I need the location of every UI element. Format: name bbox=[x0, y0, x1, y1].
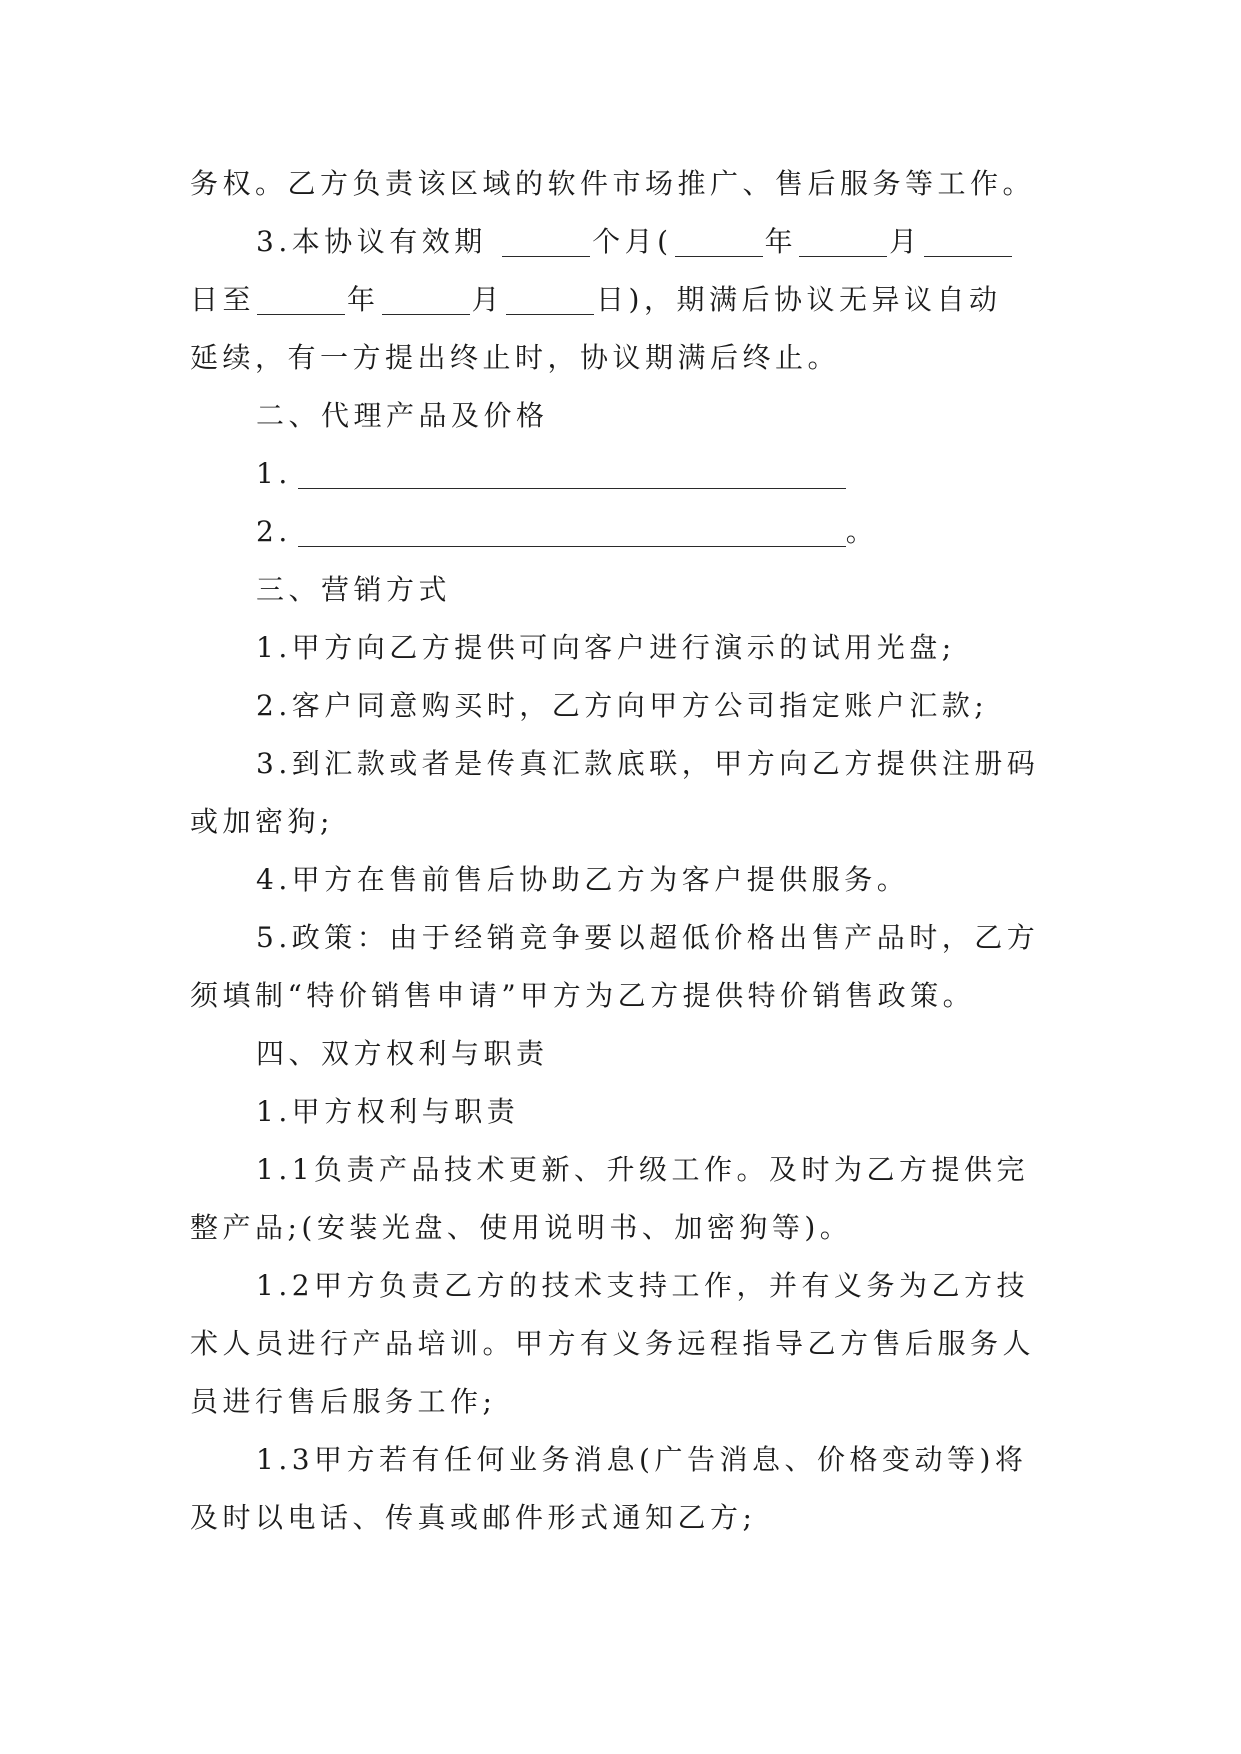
document-body bbox=[190, 155, 1060, 1547]
list-item: 1.甲方向乙方提供可向客户进行演示的试用光盘; bbox=[256, 631, 956, 664]
section-heading: 三、营销方式 bbox=[256, 573, 452, 606]
list-item: 5.政策：由于经销竞争要以超低价格出售产品时，乙方 bbox=[256, 921, 1040, 954]
start-month-blank bbox=[799, 226, 887, 257]
list-item: 1.1负责产品技术更新、升级工作。及时为乙方提供完 bbox=[256, 1153, 1030, 1186]
list-item-continuation: 员进行售后服务工作; bbox=[190, 1385, 497, 1418]
list-item-continuation: 须填制“特价销售申请”甲方为乙方提供特价销售政策。 bbox=[190, 979, 976, 1012]
section-heading: 四、双方权利与职责 bbox=[256, 1037, 549, 1070]
list-item-continuation: 术人员进行产品培训。甲方有义务远程指导乙方售后服务人 bbox=[190, 1327, 1036, 1360]
product-line-2 bbox=[190, 503, 1060, 561]
day-to-label: 日至 bbox=[190, 283, 256, 316]
day-end-label: 日)，期满后协议无异议自动 bbox=[596, 283, 1002, 316]
list-item: 2.客户同意购买时，乙方向甲方公司指定账户汇款; bbox=[256, 689, 989, 722]
validity-prefix: 3.本协议有效期 bbox=[256, 225, 487, 258]
validity-clause-line bbox=[190, 213, 1060, 271]
month-label-2: 月 bbox=[471, 283, 505, 316]
subsection-heading: 1.甲方权利与职责 bbox=[256, 1095, 520, 1128]
year-label: 年 bbox=[764, 225, 798, 258]
product-2-blank bbox=[298, 516, 846, 547]
list-item: 1.3甲方若有任何业务消息(广告消息、价格变动等)将 bbox=[256, 1443, 1028, 1476]
list-item-continuation: 或加密狗; bbox=[190, 805, 334, 838]
list-item: 4.甲方在售前售后协助乙方为客户提供服务。 bbox=[256, 863, 910, 896]
end-day-blank bbox=[506, 284, 594, 315]
validity-clause-line-2 bbox=[190, 271, 1060, 329]
year-label-2: 年 bbox=[347, 283, 380, 316]
months-unit: 个月( bbox=[592, 225, 673, 258]
list-item-continuation: 整产品;(安装光盘、使用说明书、加密狗等)。 bbox=[190, 1211, 853, 1244]
months-blank bbox=[502, 226, 590, 257]
paragraph-line: 延续，有一方提出终止时，协议期满后终止。 bbox=[190, 341, 841, 374]
month-label: 月 bbox=[889, 225, 922, 258]
end-month-blank bbox=[382, 284, 470, 315]
product-line-1 bbox=[190, 445, 1060, 503]
list-item-continuation: 及时以电话、传真或邮件形式通知乙方; bbox=[190, 1501, 757, 1534]
end-year-blank bbox=[257, 284, 345, 315]
start-year-blank bbox=[675, 226, 763, 257]
product-2-number: 2. bbox=[256, 515, 292, 548]
section-heading: 二、代理产品及价格 bbox=[256, 399, 549, 432]
paragraph-line: 务权。乙方负责该区域的软件市场推广、售后服务等工作。 bbox=[190, 167, 1036, 200]
list-item: 3.到汇款或者是传真汇款底联，甲方向乙方提供注册码 bbox=[256, 747, 1040, 780]
list-item: 1.2甲方负责乙方的技术支持工作，并有义务为乙方技 bbox=[256, 1269, 1030, 1302]
product-1-number: 1. bbox=[256, 457, 292, 490]
start-day-blank bbox=[924, 226, 1012, 257]
product-2-suffix: 。 bbox=[845, 515, 879, 548]
product-1-blank bbox=[298, 458, 846, 489]
